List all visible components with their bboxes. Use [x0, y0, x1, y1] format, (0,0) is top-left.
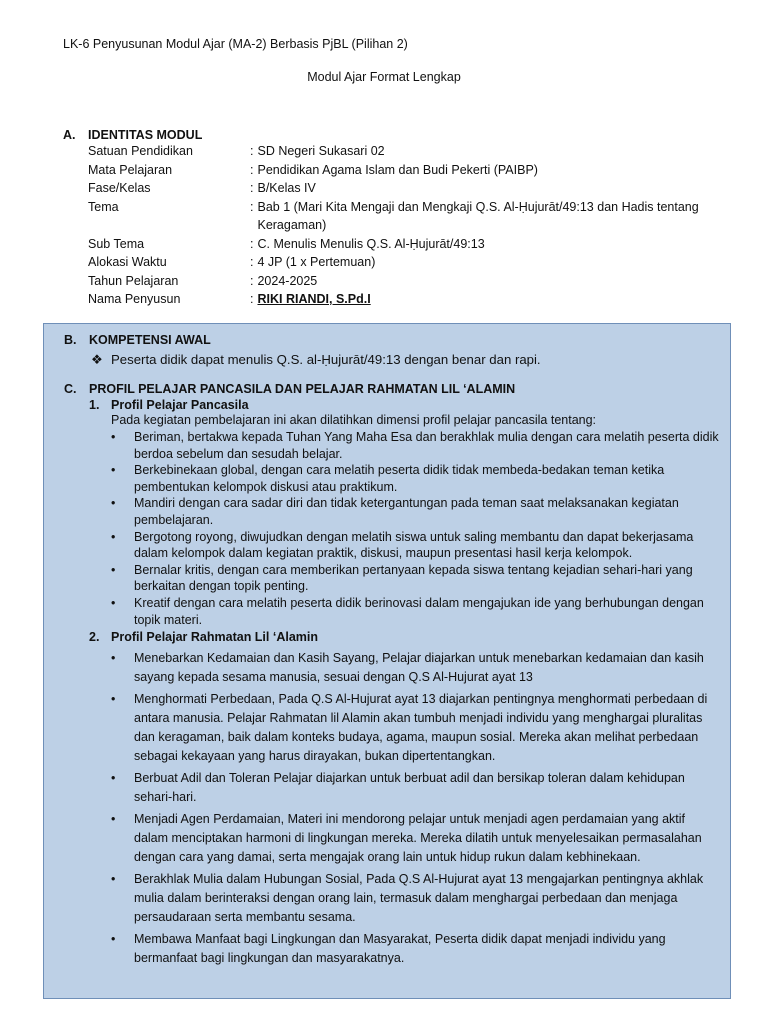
list-item-text: Berakhlak Mulia dalam Hubungan Sosial, Pada Q.S Al-Hujurat ayat 13 mengajarkan pentingnya akhlak mulia dalam berinteraksi dengan orang lain, termasuk dalam menghargai perbedaan dan menjaga persaudaraan serta membantu sesama.: [134, 872, 704, 925]
identity-value: C. Menulis Menulis Q.S. Al-Ḥujurāt/49:13: [257, 236, 485, 251]
list-item-text: Berbuat Adil dan Toleran Pelajar diajarkan untuk berbuat adil dan bersikap toleran dalam kehidupan sehari-hari.: [134, 771, 685, 805]
identity-row: [88, 235, 743, 254]
sub1-heading: [89, 398, 719, 412]
list-item-text: Menjadi Agen Perdamaian, Materi ini mendorong pelajar untuk menjadi agen perdamaian yang aktif dalam menciptakan harmoni di lingkungan mereka. Mereka dilatih untuk menyelesaikan permasalahan dengan cara yang damai, serta mengajak orang lain untuk hidup rukun dalam kebhinekaan.: [134, 812, 702, 865]
list-item: [111, 462, 719, 495]
identity-row: [88, 253, 743, 272]
identity-separator: :: [250, 181, 254, 195]
identity-value-wrap: [250, 161, 743, 180]
bullet-icon: •: [111, 771, 116, 786]
list-item: [111, 595, 719, 628]
identity-value: SD Negeri Sukasari 02: [257, 144, 385, 158]
list-item: [111, 562, 719, 595]
list-item: [111, 690, 719, 766]
list-item-text: Mandiri dengan cara sadar diri dan tidak ketergantungan pada teman saat melaksanakan kegiatan pembelajaran.: [134, 496, 679, 527]
bullet-icon: •: [111, 562, 116, 577]
list-item: [111, 529, 719, 562]
list-item-text: Bergotong royong, diwujudkan dengan melatih siswa untuk saling membantu dan dapat bekerjasama dalam kelompok dalam kegiatan praktik, diskusi, maupun presentasi hasil kerja kelompok.: [134, 529, 694, 561]
section-b-heading: [64, 333, 719, 347]
identity-value-wrap: [250, 253, 743, 272]
list-item: [111, 870, 719, 927]
list-item: [111, 769, 719, 807]
identity-value-wrap: [250, 290, 743, 309]
list-item: [111, 810, 719, 867]
identity-separator: :: [250, 273, 254, 288]
section-c-heading: [64, 382, 719, 396]
bullet-icon: •: [111, 496, 116, 511]
bullet-icon: •: [111, 872, 116, 887]
bullet-icon: •: [111, 430, 116, 444]
identity-separator: :: [250, 236, 254, 251]
kompetensi-item: [91, 352, 719, 368]
identity-value-wrap: [250, 142, 743, 161]
list-item-text: Beriman, bertakwa kepada Tuhan Yang Maha Esa dan berakhlak mulia dengan cara melatih peserta didik berdoa sebelum dan sesudah belajar.: [134, 430, 719, 461]
lk-title: LK-6 Penyusunan Modul Ajar (MA-2) Berbasis PjBL (Pilihan 2): [63, 37, 408, 51]
identity-value: Pendidikan Agama Islam dan Budi Pekerti (PAIBP): [257, 162, 538, 177]
highlighted-box: [43, 323, 731, 999]
box-content: [64, 333, 719, 971]
identity-separator: :: [250, 162, 254, 177]
identity-value: B/Kelas IV: [257, 181, 316, 195]
bullet-icon: •: [111, 463, 116, 478]
identity-value-wrap: [250, 235, 743, 254]
sub1-intro: Pada kegiatan pembelajaran ini akan dilatihkan dimensi profil pelajar pancasila tentang:: [111, 413, 597, 427]
bullet-icon: •: [111, 595, 116, 610]
list-item: [111, 930, 719, 968]
sub1-list: [111, 429, 719, 628]
list-item: [111, 429, 719, 462]
list-item-text: Bernalar kritis, dengan cara memberikan pertanyaan kepada siswa tentang kejadian sehari-hari yang berkaitan dengan topik penting.: [134, 562, 693, 594]
identity-value-wrap: [250, 272, 743, 291]
section-c-title: PROFIL PELAJAR PANCASILA DAN PELAJAR RAHMATAN LIL ‘ALAMIN: [89, 382, 516, 396]
sub2-heading: [89, 630, 719, 644]
section-b-title: KOMPETENSI AWAL: [89, 333, 211, 347]
list-item: [111, 649, 719, 687]
identity-row: [88, 272, 743, 291]
section-c-letter: C.: [64, 382, 77, 396]
diamond-bullet-icon: ❖: [91, 352, 103, 367]
identity-label: Alokasi Waktu: [88, 255, 167, 269]
bullet-icon: •: [111, 692, 116, 707]
identity-label: Mata Pelajaran: [88, 162, 173, 177]
identity-value: Bab 1 (Mari Kita Mengaji dan Mengkaji Q.S. Al-Ḥujurāt/49:13 dan Hadis tentang Keragaman): [257, 199, 699, 232]
list-item-text: Berkebinekaan global, dengan cara melatih peserta didik tidak membeda-bedakan teman ketika pembentukan kelompok diskusi atau praktikum.: [134, 463, 665, 494]
list-item-text: Membawa Manfaat bagi Lingkungan dan Masyarakat, Peserta didik dapat menjadi individu yang bermanfaat bagi lingkungan dan masyarakatnya.: [134, 932, 666, 966]
bullet-icon: •: [111, 651, 116, 666]
sub2-title: Profil Pelajar Rahmatan Lil ‘Alamin: [111, 630, 319, 645]
identity-separator: :: [250, 144, 254, 158]
identity-label: Fase/Kelas: [88, 181, 151, 195]
list-item: [111, 495, 719, 528]
identity-separator: :: [250, 255, 254, 269]
identity-label: Nama Penyusun: [88, 292, 181, 306]
bullet-icon: •: [111, 812, 116, 827]
section-a-letter: A.: [63, 128, 76, 142]
bullet-icon: •: [111, 529, 116, 544]
identity-value-wrap: [250, 198, 743, 235]
section-a-heading: [63, 128, 743, 142]
sub2-number: 2.: [89, 630, 100, 645]
identity-value-wrap: [250, 179, 743, 198]
sub2-list: [111, 649, 719, 968]
identity-label: Tema: [88, 199, 119, 214]
identity-value: 2024-2025: [257, 273, 318, 288]
identity-row: [88, 290, 743, 309]
list-item-text: Menebarkan Kedamaian dan Kasih Sayang, Pelajar diajarkan untuk menebarkan kedamaian dan kasih sayang kepada sesama manusia, sesuai dengan Q.S Al-Hujurat ayat 13: [134, 651, 704, 685]
identity-label: Sub Tema: [88, 236, 145, 251]
identity-label: Tahun Pelajaran: [88, 273, 179, 288]
sub1-number: 1.: [89, 398, 100, 412]
section-a-title: IDENTITAS MODUL: [88, 128, 203, 142]
identity-rows: [63, 142, 743, 309]
identity-row: [88, 179, 743, 198]
identity-separator: :: [250, 292, 254, 306]
section-b-letter: B.: [64, 333, 77, 347]
section-identitas-modul: [63, 128, 743, 309]
list-item-text: Menghormati Perbedaan, Pada Q.S Al-Hujurat ayat 13 diajarkan pentingnya menghormati perbedaan di antara manusia. Pelajar Rahmatan lil Alamin akan tumbuh menjadi individu yang menghargai pluralitas dan keragaman, baik dalam konteks budaya, agama, maupun sosial. Mereka akan melihat perbedaan sebagai kekayaan yang harus dirayakan, bukan dipertentangkan.: [134, 692, 708, 764]
identity-row: [88, 142, 743, 161]
identity-value: RIKI RIANDI, S.Pd.I: [257, 292, 371, 306]
sub1-title: Profil Pelajar Pancasila: [111, 398, 249, 412]
bullet-icon: •: [111, 932, 116, 947]
identity-label: Satuan Pendidikan: [88, 144, 193, 158]
kompetensi-text: Peserta didik dapat menulis Q.S. al-Ḥujurāt/49:13 dengan benar dan rapi.: [111, 352, 541, 367]
identity-value: 4 JP (1 x Pertemuan): [257, 255, 376, 269]
document-title: Modul Ajar Format Lengkap: [307, 70, 461, 84]
identity-separator: :: [250, 199, 254, 214]
identity-row: [88, 161, 743, 180]
identity-row: [88, 198, 743, 235]
list-item-text: Kreatif dengan cara melatih peserta didik berinovasi dalam mengajukan ide yang berhubungan dengan topik materi.: [134, 595, 704, 627]
